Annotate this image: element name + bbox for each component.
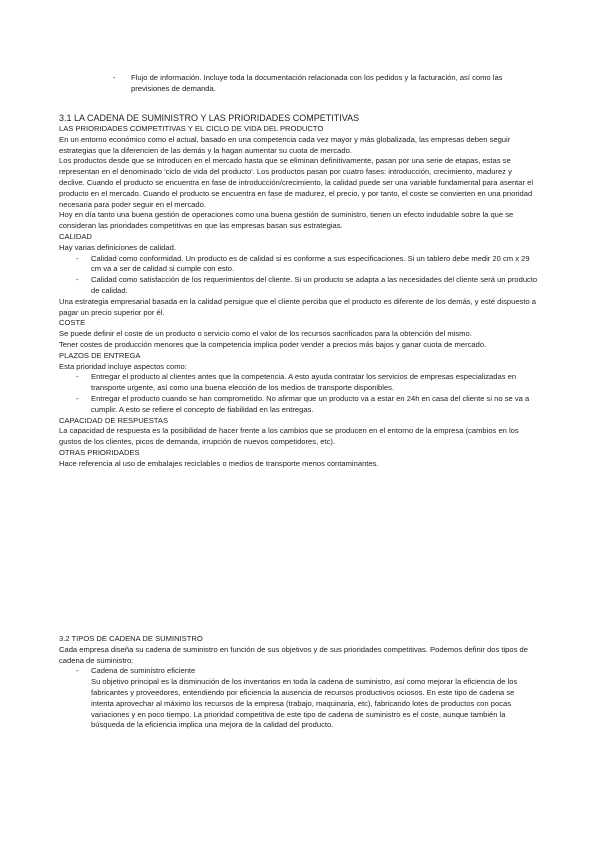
list-item-text: Calidad como conformidad. Un producto es de calidad si es conforme a sus especificaciones. Si un tablero debe medir 20 cm x 29 cm va a ser de calidad si cumple con esto. (91, 253, 530, 274)
list-item (59, 254, 539, 276)
coste-heading: COSTE (59, 318, 86, 328)
section-3-2 (59, 634, 539, 731)
bullet-dash: - (76, 393, 79, 403)
list-item (59, 666, 539, 731)
section-3-1-subtitle: LAS PRIORIDADES COMPETITIVAS Y EL CICLO DE VIDA DEL PRODUCTO (59, 124, 324, 133)
bullet-dash: - (76, 372, 79, 382)
paragraph: Una estrategia empresarial basada en la calidad persigue que el cliente perciba que el producto es diferente de los demás, y esté dispuesto a pagar un precio superior por él. (59, 296, 537, 317)
plazos-heading: PLAZOS DE ENTREGA (59, 350, 141, 360)
list-item (59, 275, 539, 297)
paragraph: Se puede definir el coste de un producto o servicio como el valor de los recursos sacrificados para la obtención del mismo. (59, 329, 472, 339)
paragraph: Esta prioridad incluye aspectos como: (59, 361, 187, 371)
paragraph: En un entorno económico como el actual, basado en una competencia cada vez mayor y más globalizada, las empresas deben seguir estrategias que la diferencien de las demás y la hagan aumentar su cuota de mercado. (59, 134, 511, 155)
list-item-text: Entregar el producto al clientes antes que la competencia. A esto ayuda contratar los servicios de empresas especializadas en transporte urgente, así como una buena elección de los medios de transporte disponibles. (91, 372, 517, 393)
section-3-2-title: 3.2 TIPOS DE CADENA DE SUMINISTRO (59, 634, 203, 643)
list-item-text: Calidad como satisfacción de los requerimientos del cliente. Si un producto se adapta a las necesidades del cliente será un producto de calidad. (91, 275, 538, 295)
list-item-title: Cadena de suministro eficiente (91, 666, 196, 676)
section-3-1-title: 3.1 LA CADENA DE SUMINISTRO Y LAS PRIORIDADES COMPETITIVAS (59, 113, 360, 123)
bullet-dash: - (113, 73, 116, 82)
list-item-text: Su objetivo principal es la disminución de los inventarios en toda la cadena de suministro, así como mejorar la eficiencia de los fabricantes y proveedores, entendiendo por eficiencia la ausencia de recursos productivos ociosos. En este tipo de cadena se intenta aprovechar al máximo los recursos de la empresa (trabajo, maquinaria, etc), fabricando lotes de productos con pocas variaciones y en poco tiempo. La prioridad competitiva de este tipo de cadena de suministro es el coste, aunque también la búsqueda de la eficiencia implica una mejora de la calidad del producto. (91, 677, 518, 730)
list-item (59, 372, 539, 394)
bullet-dash: - (76, 275, 79, 285)
list-item-text: Entregar el producto cuando se han comprometido. No afirmar que un producto va a estar en 24h en casa del cliente si no se va a cumplir. A esto se refiere el concepto de fiabilidad en las entregas. (91, 393, 530, 414)
intro-bullet (59, 73, 539, 95)
paragraph: La capacidad de respuesta es la posibilidad de hacer frente a los cambios que se producen en el entorno de la empresa (cambios en los gustos de los clientes, picos de demanda, irrupción de nuevos competidores, etc). (59, 426, 519, 447)
paragraph: Tener costes de producción menores que la competencia implica poder vender a precios más bajos y ganar cuota de mercado. (59, 339, 487, 349)
section-3-1 (59, 112, 539, 470)
bullet-dash: - (76, 253, 79, 263)
list-item (59, 394, 539, 416)
paragraph: Cada empresa diseña su cadena de suministro en función de sus objetivos y de sus prioridades competitivas. Podemos definir dos tipos de cadena de suministro: (59, 644, 528, 665)
intro-bullet-text: Flujo de información. Incluye toda la documentación relacionada con los pedidos y la facturación, así como las previsiones de demanda. (131, 73, 503, 93)
paragraph: Los productos desde que se introducen en el mercado hasta que se eliminan definitivamente, pasan por una serie de etapas, estas se representan en el denominado 'ciclo de vida del producto'. Los productos pasan por cuatro fases: introducción, crecimiento, madurez y declive. Cuando el producto se encuentra en fase de introducción/crecimiento, la calidad puede ser una variable fundamental para asentar el producto en el mercado. Cuando el producto se encuentra en fase de madurez, el precio, y por tanto, el coste se convierten en una prioridad necesaria para poder seguir en el mercado. (59, 156, 534, 209)
paragraph: Hace referencia al uso de embalajes reciclables o medios de transporte menos contaminantes. (59, 458, 379, 468)
capacidad-heading: CAPACIDAD DE RESPUESTAS (59, 415, 169, 425)
bullet-dash: - (76, 666, 79, 676)
paragraph: Hay varias definiciones de calidad. (59, 242, 176, 252)
calidad-heading: CALIDAD (59, 231, 92, 241)
paragraph: Hoy en día tanto una buena gestión de operaciones como una buena gestión de suministro, tienen un efecto indudable sobre la que se consideran las prioridades competitivas en que las empresas basan sus estrategias. (59, 210, 514, 231)
otras-heading: OTRAS PRIORIDADES (59, 447, 140, 457)
